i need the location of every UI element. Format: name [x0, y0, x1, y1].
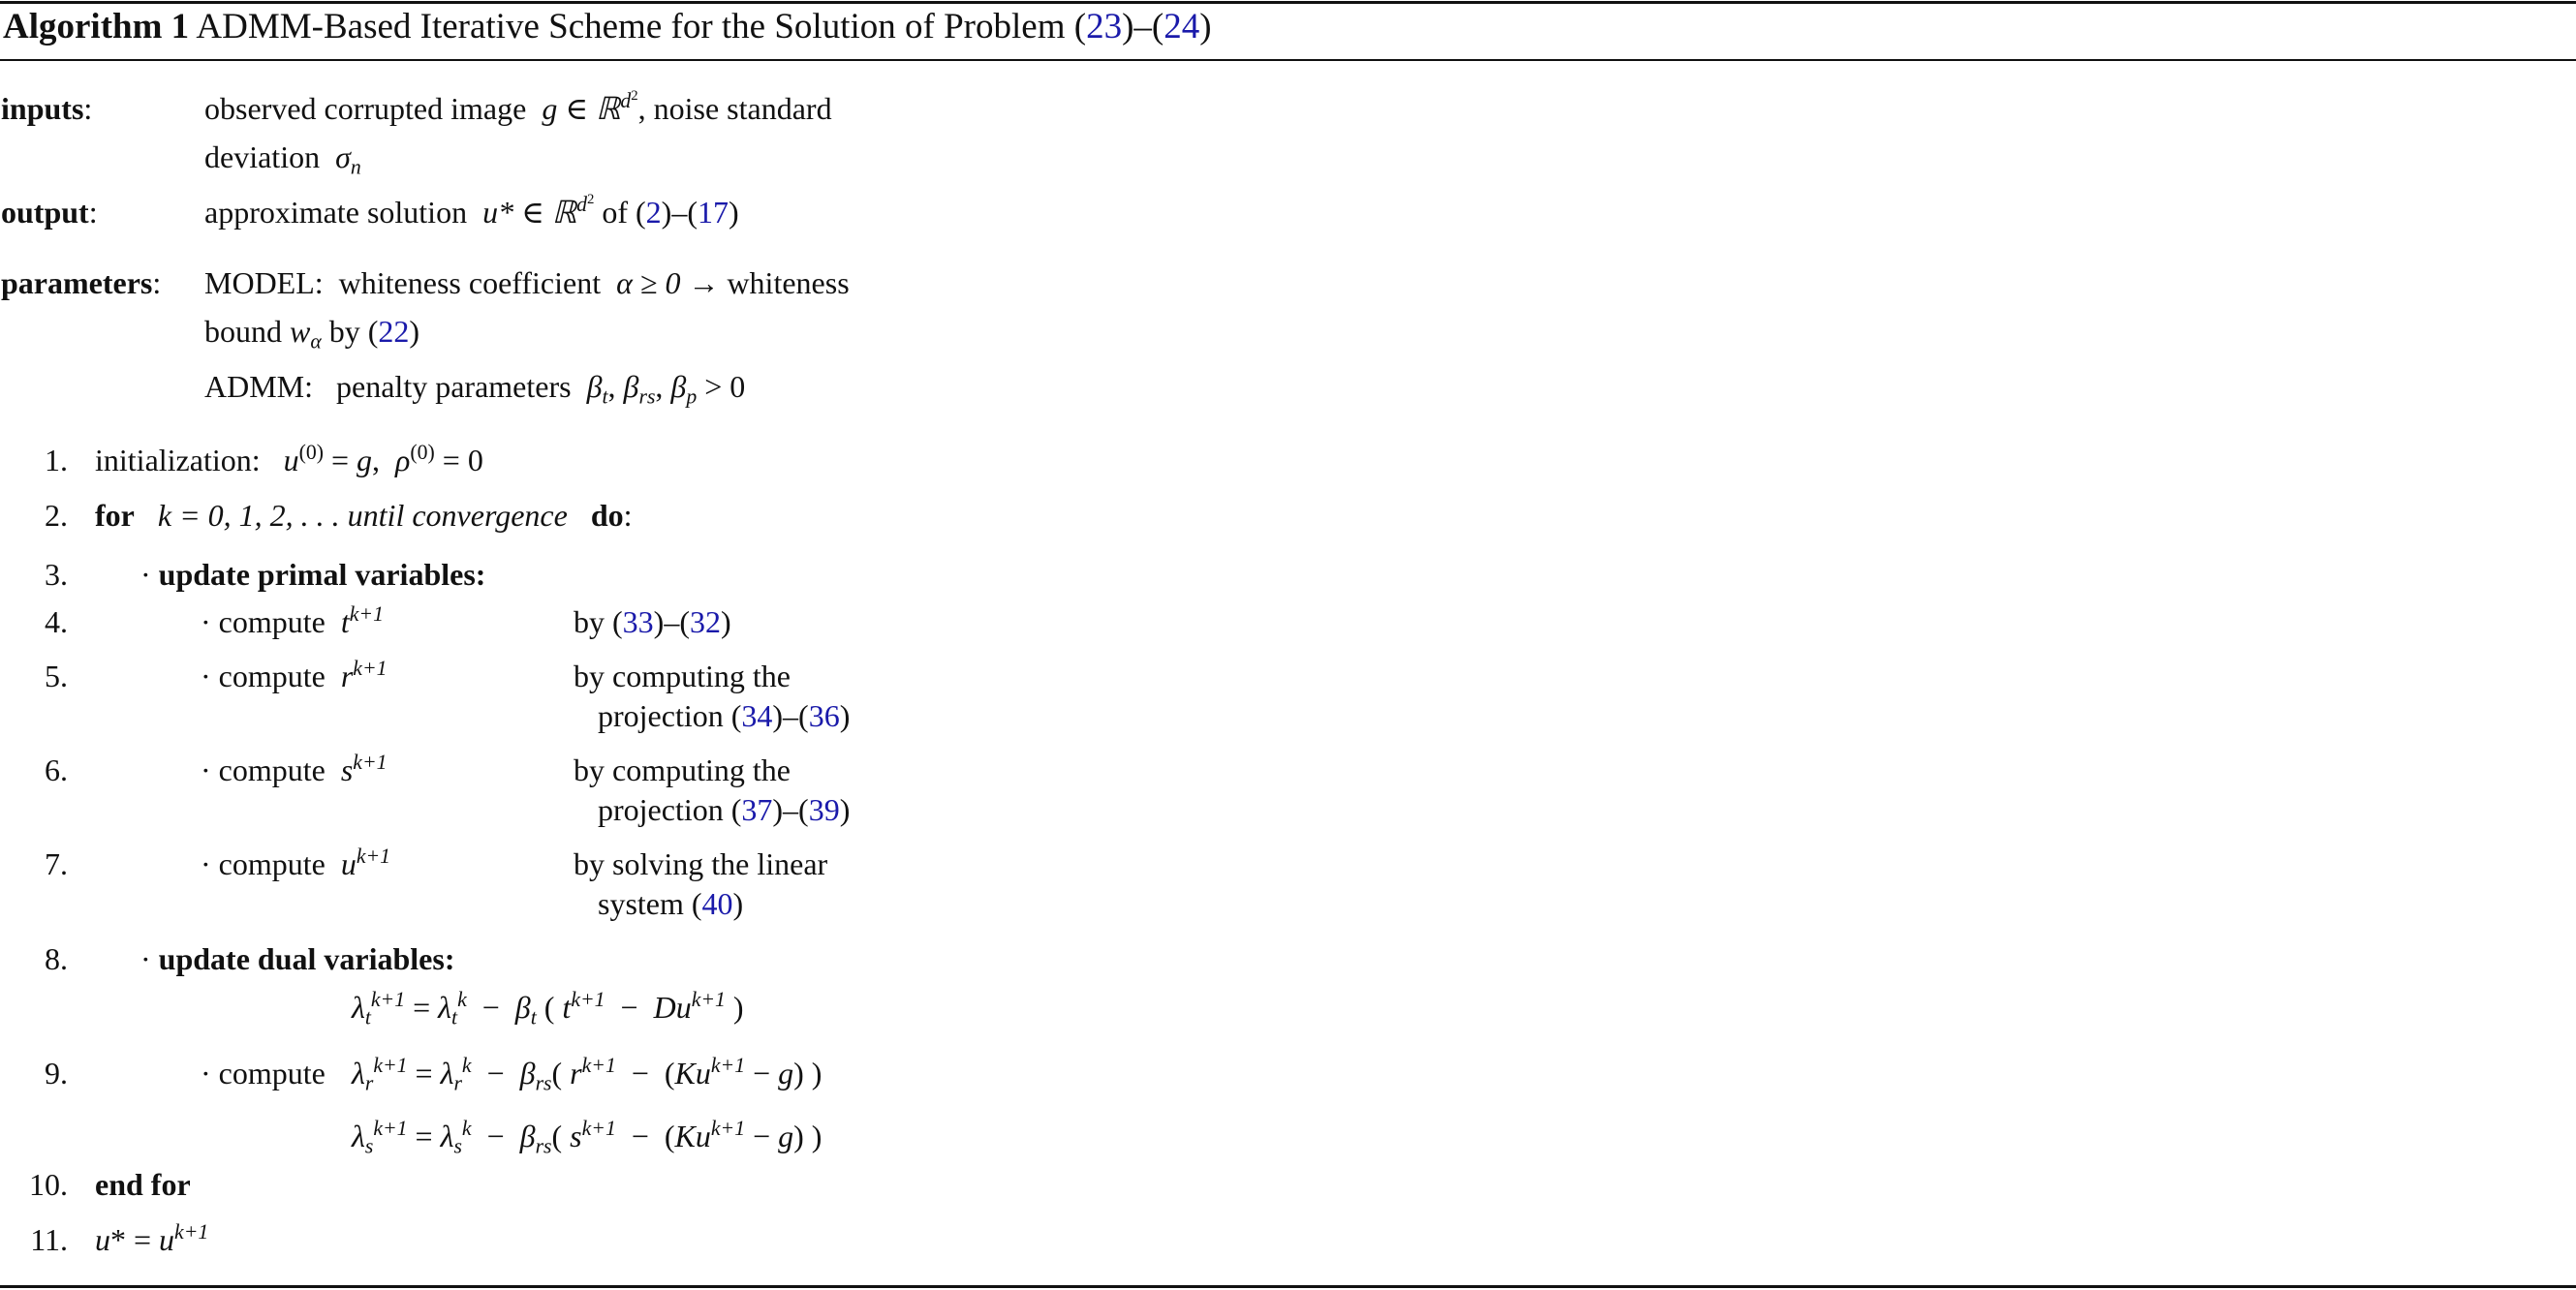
step-number: 4. [45, 604, 68, 639]
ref-34[interactable]: 34 [741, 698, 773, 733]
step-7-desc1: by solving the linear [574, 846, 828, 881]
ref-2[interactable]: 2 [645, 195, 662, 230]
ref-17[interactable]: 17 [697, 195, 729, 230]
step-number: 11. [30, 1222, 68, 1257]
ref-32[interactable]: 32 [689, 604, 721, 639]
bottom-rule [0, 1285, 2576, 1288]
step-2: for k = 0, 1, 2, . . . until convergence do: [95, 498, 633, 533]
title-rule [0, 59, 2576, 61]
step-number: 8. [45, 941, 68, 976]
step-5-desc1: by computing the [574, 659, 791, 693]
step-6-compute: · compute $s^{k+1}$ [201, 751, 388, 787]
step-number: 2. [45, 498, 68, 533]
step-1: initialization: $u^{(0)} = g$, $\rho^{(0)} = 0$ [95, 441, 483, 477]
params-model-line: MODEL: whiteness coefficient α ≥ 0 → whiteness [204, 265, 850, 300]
ref-22[interactable]: 22 [378, 314, 410, 349]
step-number: 9. [45, 1056, 68, 1090]
step-7-compute: · compute $u^{k+1}$ [201, 845, 391, 881]
step-number: 1. [45, 443, 68, 477]
params-line2: bound $w_\alpha$ by (22) [204, 314, 420, 353]
ref-39[interactable]: 39 [808, 792, 840, 827]
output-label: output: [1, 195, 98, 230]
step-number: 7. [45, 846, 68, 881]
ref-33[interactable]: 33 [622, 604, 654, 639]
algorithm-title-text: ADMM-Based Iterative Scheme for the Solution of Problem [196, 7, 1066, 46]
step-7-desc2: system (40) [598, 886, 744, 921]
step-11: $u* = u^{k+1}$ [95, 1220, 209, 1257]
dual-update-s: $\lambda_s^{k+1} = \lambda_s^k - \beta_{rs}$( $s^{k+1} - (Ku^{k+1} - g)$ ) [352, 1117, 822, 1158]
params-admm-line: ADMM: penalty parameters $\beta_t$, $\beta_{rs}$, $\beta_p > 0$ [204, 369, 746, 409]
parameters-label: parameters: [1, 265, 162, 300]
ref-24[interactable]: 24 [1164, 7, 1200, 46]
step-8: · update dual variables: [140, 941, 455, 976]
step-number: 6. [45, 752, 68, 787]
inputs-label: inputs: [1, 91, 93, 126]
step-9-compute: · compute [201, 1056, 326, 1090]
step-6-desc2: projection (37)–(39) [598, 792, 851, 827]
ref-36[interactable]: 36 [808, 698, 840, 733]
inputs-line2: deviation $\sigma_n$ [204, 139, 361, 179]
step-3: · update primal variables: [140, 557, 486, 592]
step-6-desc1: by computing the [574, 752, 791, 787]
step-number: 5. [45, 659, 68, 693]
step-5-desc2: projection (34)–(36) [598, 698, 851, 733]
ref-23[interactable]: 23 [1086, 7, 1123, 46]
step-number: 3. [45, 557, 68, 592]
step-number: 10. [29, 1167, 68, 1202]
dual-update-r: $\lambda_r^{k+1} = \lambda_r^k - \beta_{rs}$( $r^{k+1} - (Ku^{k+1} - g)$ ) [352, 1054, 822, 1095]
ref-37[interactable]: 37 [741, 792, 773, 827]
algorithm-label: Algorithm 1 [3, 7, 190, 46]
algorithm-title: Algorithm 1 ADMM-Based Iterative Scheme for the Solution of Problem (23)–(24) [3, 7, 1212, 46]
step-4-desc: by (33)–(32) [574, 604, 731, 639]
step-10: end for [95, 1167, 191, 1202]
inputs-line1: observed corrupted image g ∈ ℝ$^{d^2}$, noise standard [204, 87, 832, 126]
output-line: approximate solution u* ∈ ℝ$^{d^2}$ of (2)–(17) [204, 191, 739, 230]
top-rule [0, 1, 2576, 4]
step-4-compute: · compute $t^{k+1}$ [201, 602, 384, 639]
dual-update-t: $\lambda_t^{k+1} = \lambda_t^k - \beta_t$ ( $t^{k+1} - Du^{k+1}$ ) [352, 988, 744, 1029]
step-5-compute: · compute $r^{k+1}$ [201, 657, 388, 693]
ref-40[interactable]: 40 [701, 886, 733, 921]
